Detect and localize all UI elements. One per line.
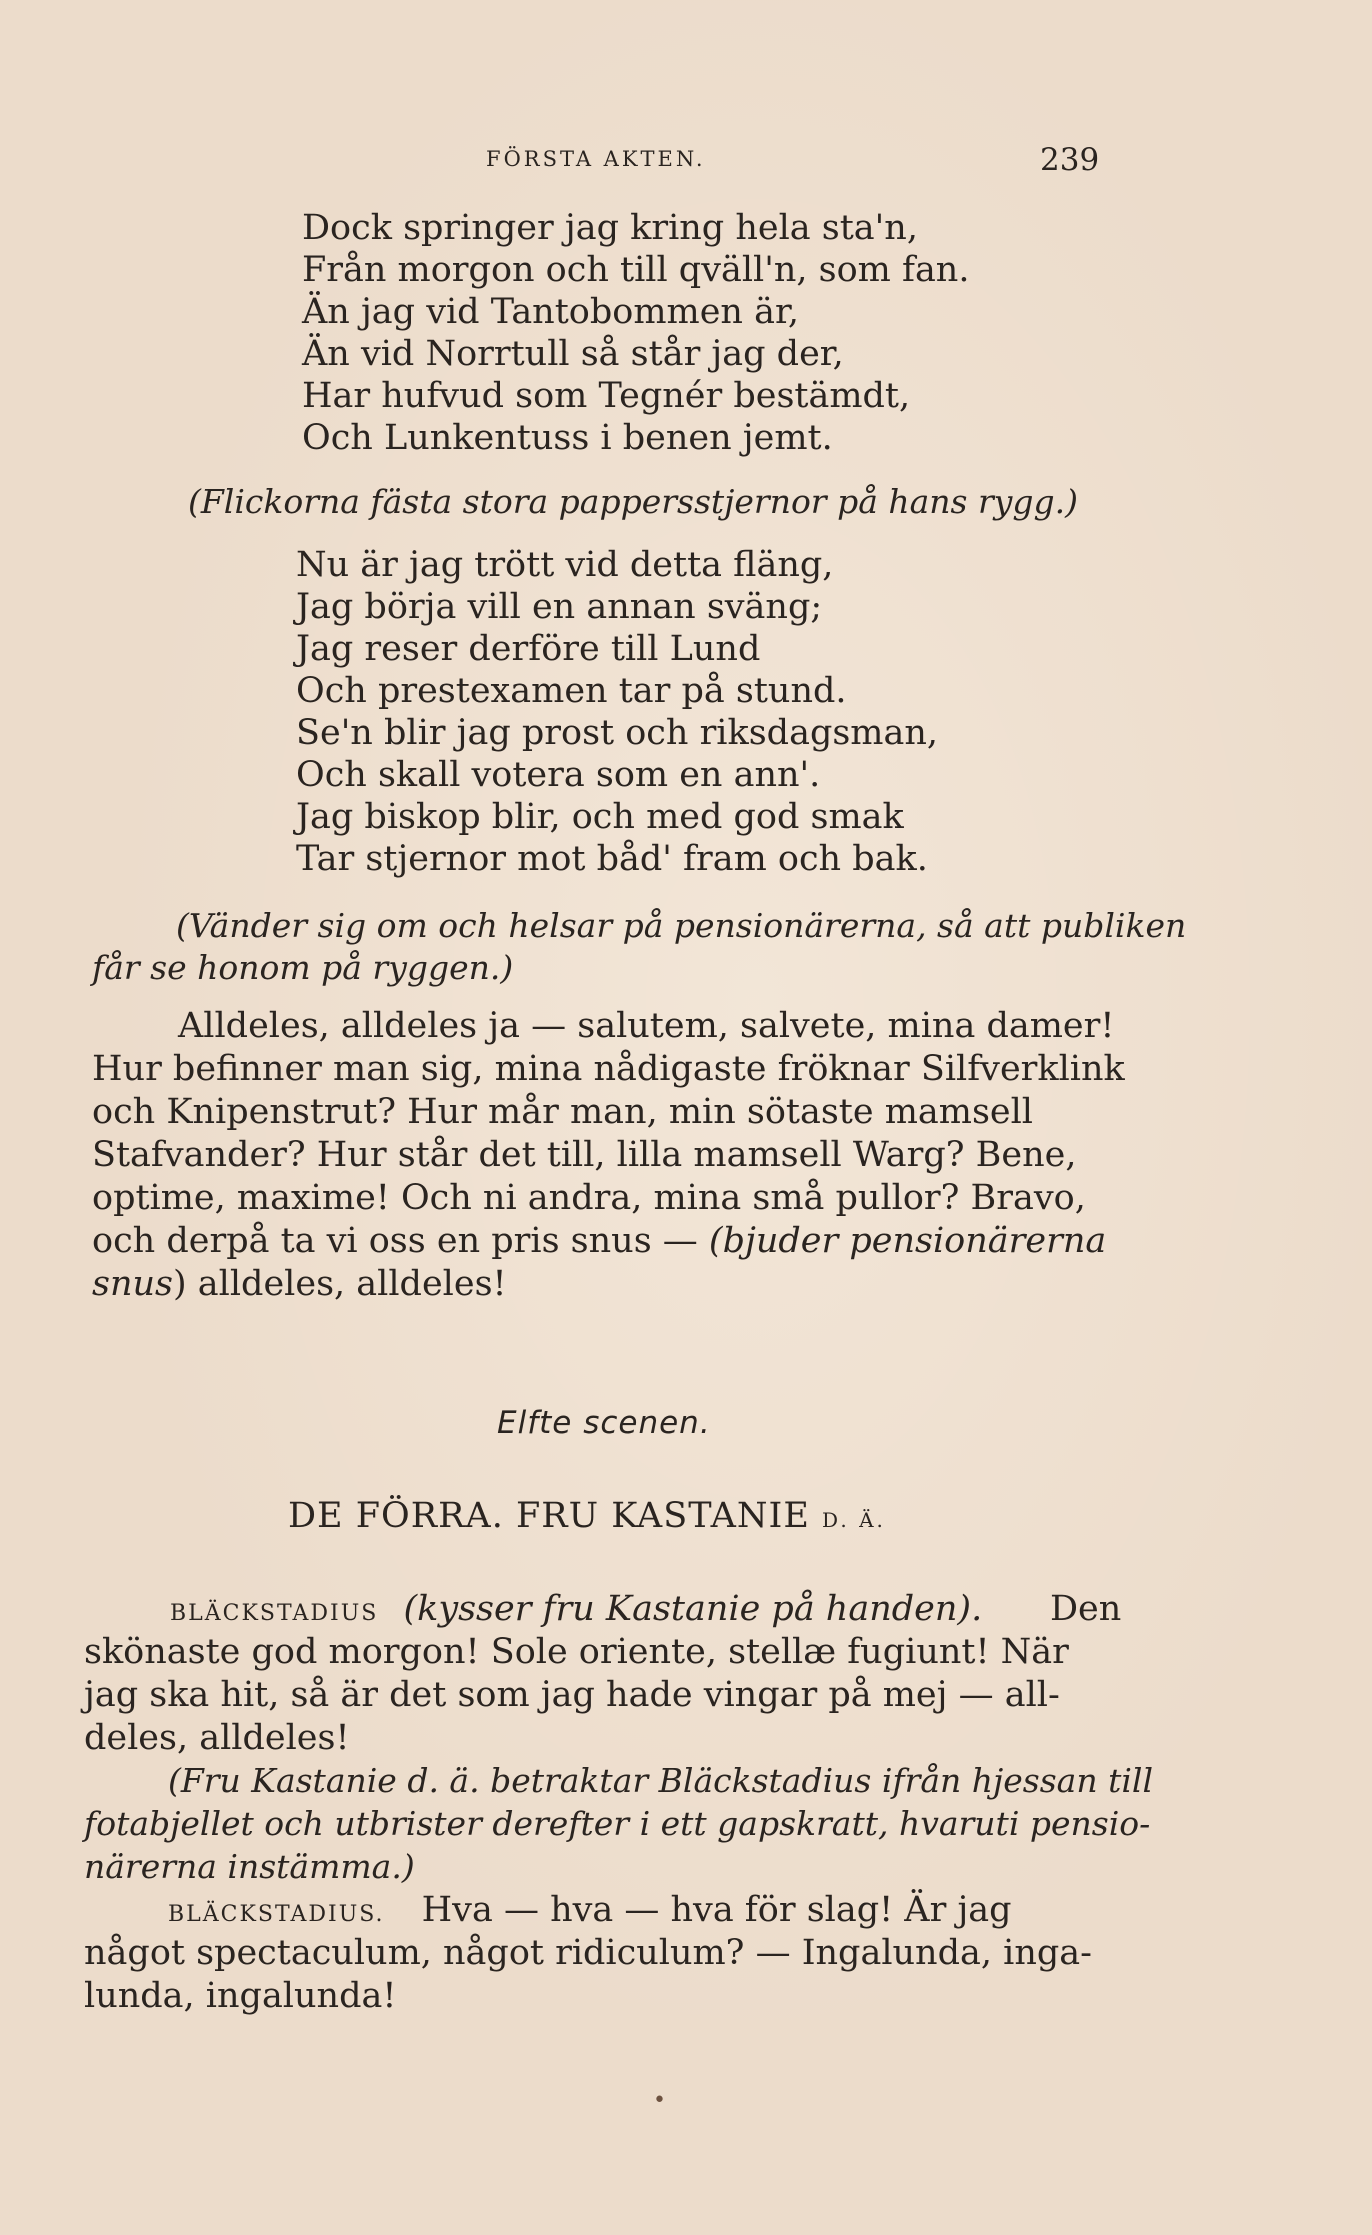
inline-stage-direction: snus (92, 1264, 174, 1304)
verse-line: Och skall votera som en ann'. (296, 755, 821, 795)
stage-direction: (Fru Kastanie d. ä. betraktar Bläckstadius ifrån hjessan till (168, 1761, 1154, 1800)
speech-text: Hva — hva — hva för slag! Är jag (421, 1890, 1012, 1930)
verse-line: Tar stjernor mot båd' fram och bak. (296, 839, 928, 879)
verse-line: Se'n blir jag prost och riksdagsman, (296, 713, 939, 753)
inline-stage-direction: (kysser fru Kastanie på handen). (403, 1589, 983, 1629)
speech-line (168, 1889, 1012, 1936)
scene-title: Elfte scenen. (497, 1405, 711, 1441)
verse-line: Än jag vid Tantobommen är, (302, 292, 799, 332)
cast-names: DE FÖRRA. FRU KASTANIE (288, 1496, 823, 1536)
stage-direction: närerna instämma.) (84, 1847, 415, 1886)
verse-stanza-1 (302, 207, 969, 459)
verse-line: Jag biskop blir, och med god smak (296, 797, 904, 837)
running-header: FÖRSTA AKTEN. (486, 147, 706, 171)
speech-line (170, 1588, 982, 1635)
speech-line: lunda, ingalunda! (84, 1976, 397, 2016)
speech-line: deles, alldeles! (84, 1718, 350, 1758)
speech-line: jag ska hit, så är det som jag hade vingar på mej — all- (84, 1675, 1060, 1715)
speaker-name: BLÄCKSTADIUS. (168, 1902, 385, 1927)
speech-line (92, 1263, 507, 1306)
verse-line: Har hufvud som Tegnér bestämdt, (302, 376, 911, 416)
stage-direction: (Vänder sig om och helsar på pensionärerna, så att publiken (176, 906, 1187, 945)
speech-line: något spectaculum, något ridiculum? — Ingalunda, inga- (84, 1933, 1092, 1973)
speech-line (92, 1220, 1106, 1263)
verse-stanza-2 (296, 544, 938, 880)
speech-line: och Knipenstrut? Hur mår man, min sötaste mamsell (92, 1092, 1034, 1132)
inline-stage-direction: (bjuder pensionärerna (708, 1221, 1107, 1261)
speech-line: optime, maxime! Och ni andra, mina små pullor? Bravo, (92, 1178, 1086, 1218)
verse-line: Från morgon och till qväll'n, som fan. (302, 250, 970, 290)
stage-direction: fotabjellet och utbrister derefter i ett gapskratt, hvaruti pensio- (84, 1804, 1151, 1843)
verse-line: Än vid Norrtull så står jag der, (302, 334, 844, 374)
verse-line: Jag reser derföre till Lund (296, 629, 761, 669)
verse-line: Nu är jag trött vid detta fläng, (296, 545, 834, 585)
speech-text: och derpå ta vi oss en pris snus — (92, 1221, 709, 1261)
speaker-name: BLÄCKSTADIUS (170, 1601, 379, 1626)
page-number: 239 (1040, 142, 1100, 178)
verse-line: Jag börja vill en annan sväng; (296, 587, 823, 627)
ink-mark: • (653, 2088, 666, 2113)
cast-list (288, 1496, 886, 1536)
speech-line: skönaste god morgon! Sole oriente, stellæ fugiunt! När (84, 1632, 1069, 1672)
speech-line: Stafvander? Hur står det till, lilla mamsell Warg? Bene, (92, 1135, 1077, 1175)
verse-line: Och Lunkentuss i benen jemt. (302, 418, 833, 458)
cast-suffix: D. Ä. (822, 1508, 886, 1532)
speech-line (92, 1048, 1125, 1091)
stage-direction: får se honom på ryggen.) (92, 948, 514, 987)
speech-text: Den (1050, 1589, 1122, 1629)
verse-line: Dock springer jag kring hela sta'n, (302, 208, 918, 248)
speech-text: ) alldeles, alldeles! (173, 1264, 507, 1304)
verse-line: Och prestexamen tar på stund. (296, 671, 847, 711)
speech-text: Hur befinner man sig, mina nådigaste fröknar Silfverklink (92, 1049, 1125, 1089)
speech-line: Alldeles, alldeles ja — salutem, salvete, mina damer! (178, 1006, 1115, 1046)
stage-direction: (Flickorna fästa stora pappersstjernor på hans rygg.) (188, 482, 1079, 521)
